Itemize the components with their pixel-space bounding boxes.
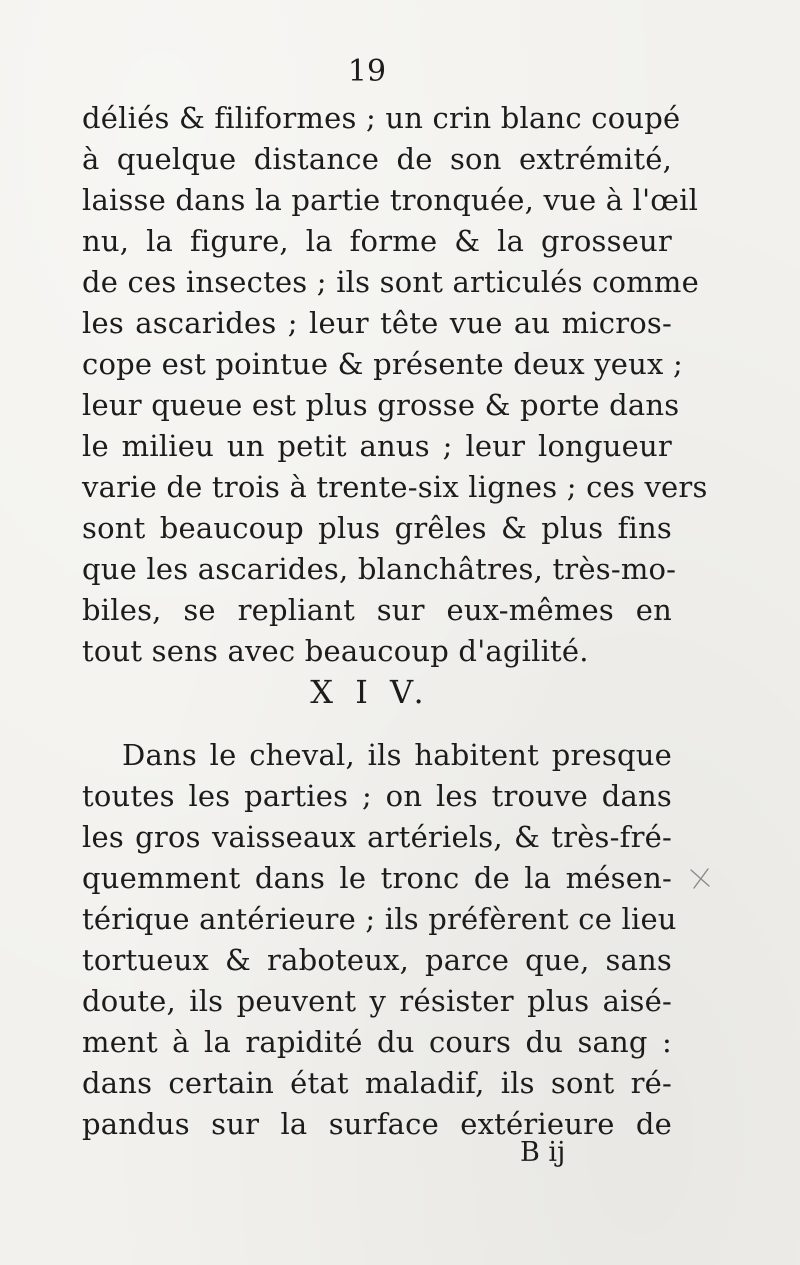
paragraph-section (82, 735, 677, 1145)
text-line: nu, la figure, la forme & la grosseur (82, 224, 672, 258)
text-line: cope est pointue & présente deux yeux ; (82, 347, 683, 381)
text-line: de ces insectes ; ils sont articulés comme (82, 265, 699, 299)
text-line: leur queue est plus grosse & porte dans (82, 388, 680, 422)
text-line: que les ascarides, blanchâtres, très-mo- (82, 552, 677, 586)
text-line: tortueux & raboteux, parce que, sans (82, 943, 672, 977)
text-line: térique antérieure ; ils préfèrent ce lieu (82, 902, 677, 936)
text-line: biles, se repliant sur eux-mêmes en (82, 593, 672, 627)
text-line: ment à la rapidité du cours du sang : (82, 1025, 672, 1059)
text-line: dans certain état maladif, ils sont ré- (82, 1066, 672, 1100)
text-line: pandus sur la surface extérieure de (82, 1107, 672, 1141)
text-line: le milieu un petit anus ; leur longueur (82, 429, 672, 463)
text-line: tout sens avec beaucoup d'agilité. (82, 634, 589, 668)
text-line: quemment dans le tronc de la mésen- (82, 861, 672, 895)
page-number: 19 (347, 54, 387, 89)
paragraph-continued (82, 98, 708, 672)
text-line: les gros vaisseaux artériels, & très-fré- (82, 820, 672, 854)
text-line: doute, ils peuvent y résister plus aisé- (82, 984, 672, 1018)
cross-mark-icon (688, 866, 712, 890)
text-line: à quelque distance de son extrémité, (82, 142, 672, 176)
text-line: laisse dans la partie tronquée, vue à l'œil (82, 183, 699, 217)
text-line: sont beaucoup plus grêles & plus fins (82, 511, 672, 545)
section-heading: X I V. (310, 673, 430, 711)
text-line: varie de trois à trente-six lignes ; ces vers (82, 470, 708, 504)
text-line: les ascarides ; leur tête vue au micros- (82, 306, 672, 340)
catchword: B ij (520, 1137, 566, 1168)
text-line: toutes les parties ; on les trouve dans (82, 779, 672, 813)
text-line: déliés & filiformes ; un crin blanc coupé (82, 101, 681, 135)
text-line: Dans le cheval, ils habitent presque (122, 738, 672, 772)
